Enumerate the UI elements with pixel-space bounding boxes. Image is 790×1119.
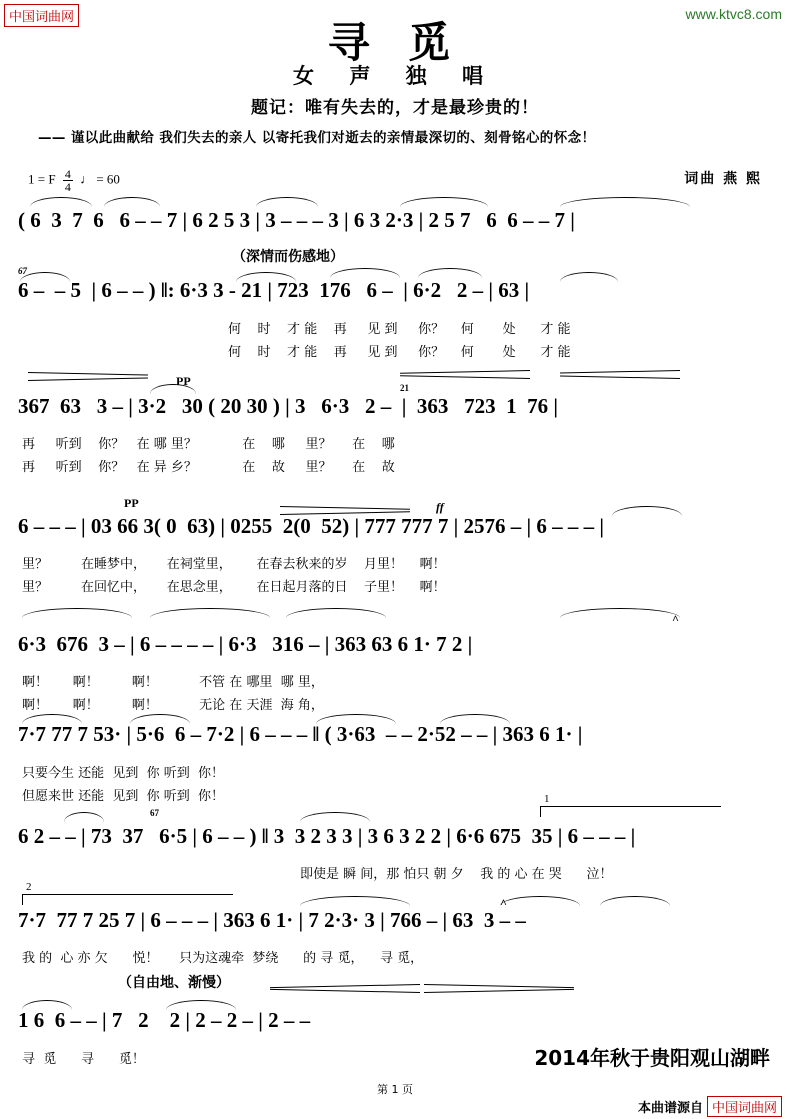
octave-marking-67: 67 <box>18 266 27 276</box>
system-9-notes: 1 6 6 – – | 7 2 2 | 2 – 2 – | 2 – – <box>18 1008 311 1032</box>
crescendo-hairpin <box>280 506 410 514</box>
dedication: —— 谨以此曲献给 我们失去的亲人 以寄托我们对逝去的亲情最深切的、刻骨铭心的怀念！ <box>38 130 596 146</box>
system-8-lyrics: 我 的 心 亦 欠 悦！ 只为这魂牵 梦绕 的 寻 觅， 寻 觅， <box>22 951 424 966</box>
slur <box>330 268 400 278</box>
dynamic-ff: ff <box>436 500 444 514</box>
slur <box>300 896 410 906</box>
slur <box>418 268 482 278</box>
system-1-notes: ( 6 3 7 6 6 – – 7 | 6 2 5 3 | 3 – – – 3 | 6 3 2·3 | 2 5 7 6 6 – – 7 | <box>18 208 575 232</box>
system-6-notes: 7·7 77 7 53· | 5·6 6 – 7·2 | 6 – – – ‖ ( 3·63 – – 2·52 – – | 363 6 1· | <box>18 722 583 746</box>
slur <box>300 812 370 822</box>
system-2-lyrics-verse2: 何 时 才 能 再 见 到 你？ 何 处 才 能 <box>228 345 571 360</box>
watermark-top-left: 中国词曲网 <box>4 4 79 27</box>
system-5-lyrics-verse2: 啊！ 啊！ 啊！ 无论 在 天涯 海 角， <box>22 698 324 713</box>
slur <box>400 197 488 207</box>
source-site-badge: 中国词曲网 <box>707 1096 782 1117</box>
system-5-lyrics-verse1: 啊！ 啊！ 啊！ 不管 在 哪里 哪 里， <box>22 675 324 690</box>
accent-mark: ^ <box>500 896 507 910</box>
source-label: 本曲谱源自 <box>637 1101 703 1116</box>
diminuendo-hairpin <box>400 370 530 378</box>
meter-denominator: 4 <box>64 180 71 194</box>
system-8-notes: 7·7 77 7 25 7 | 6 – – – | 363 6 1· | 7 2·3· 3 | 766 – | 63 3 – – <box>18 908 526 932</box>
first-ending-bracket <box>540 793 721 817</box>
epigraph: 题记：唯有失去的，才是最珍贵的！ <box>251 98 539 118</box>
slur <box>560 197 690 207</box>
system-7-lyrics: 即使是 瞬 间，那 怕只 朝 夕 我 的 心 在 哭 泣！ <box>300 867 613 882</box>
slur <box>600 896 670 906</box>
slur <box>560 608 680 618</box>
system-4-lyrics-verse1: 里？ 在睡梦中， 在祠堂里， 在春去秋来的岁 月里！ 啊！ <box>22 557 446 572</box>
system-2-notes: 6 – – 5 | 6 – – ) ‖: 6·3 3 - 21 | 723 176 6 – | 6·2 2 – | 63 | <box>18 278 530 302</box>
expression-free-slow: （自由地、渐慢） <box>118 975 230 991</box>
dynamic-pp-2: PP <box>124 496 139 510</box>
accent-mark: ^ <box>672 612 679 626</box>
key-label: 1 = F <box>28 171 56 187</box>
source-credit <box>638 1096 782 1117</box>
expression-intro-feel: （深情而伤感地） <box>232 249 344 265</box>
second-ending-bracket <box>22 881 233 905</box>
second-ending-number: 2 <box>26 881 32 893</box>
tempo-note-icon: ♩ <box>80 171 94 187</box>
slur <box>22 608 132 618</box>
system-3-lyrics-verse1: 再 听到 你？ 在 哪 里？ 在 哪 里？ 在 哪 <box>22 437 395 452</box>
slur <box>104 197 160 207</box>
author-credit: 词曲 燕 熙 <box>684 171 762 187</box>
slur <box>30 197 92 207</box>
octave-marking-67: 67 <box>150 808 159 818</box>
watermark-top-right: www.ktvc8.com <box>685 6 782 22</box>
slur <box>64 812 104 822</box>
diminuendo-hairpin <box>560 370 680 378</box>
subtitle: 女 声 独 唱 <box>293 64 497 88</box>
note-grouping-21: 21 <box>400 383 409 393</box>
slur <box>286 608 386 618</box>
key-tempo-line <box>28 168 120 193</box>
system-3-notes: 367 63 3 – | 3·2 30 ( 20 30 ) | 3 6·3 2 – | 363 723 1 76 | <box>18 394 558 418</box>
system-6-lyrics-verse1: 只要今生 还能 见到 你 听到 你！ <box>22 766 225 781</box>
meter-numerator: 4 <box>64 167 71 181</box>
system-7-notes: 6 2 – – | 73 37 6·5 | 6 – – ) ‖ 3 3 2 3 3 | 3 6 3 2 2 | 6·6 675 35 | 6 – – – | <box>18 824 636 848</box>
time-signature <box>63 168 73 193</box>
first-ending-number: 1 <box>544 793 550 805</box>
system-9-lyrics: 寻 觅 寻 觅！ <box>22 1052 145 1067</box>
system-3-lyrics-verse2: 再 听到 你？ 在 异 乡？ 在 故 里？ 在 故 <box>22 460 395 475</box>
page-title: 寻 觅 <box>327 18 463 67</box>
system-5-notes: 6·3 676 3 – | 6 – – – – | 6·3 316 – | 363 63 6 1· 7 2 | <box>18 632 473 656</box>
dynamic-pp-1: PP <box>176 374 191 388</box>
crescendo-hairpin <box>28 372 148 380</box>
diminuendo-hairpin <box>270 984 420 992</box>
page-number: 第 1 页 <box>377 1083 413 1096</box>
slur <box>256 197 318 207</box>
system-6-lyrics-verse2: 但愿来世 还能 见到 你 听到 你！ <box>22 789 225 804</box>
system-4-notes: 6 – – – | 03 66 3( 0 63) | 0255 2(0 52) | 777 777 7 | 2576 – | 6 – – – | <box>18 514 604 538</box>
slur <box>500 896 580 906</box>
system-4-lyrics-verse2: 里？ 在回忆中， 在思念里， 在日起月落的日 子里！ 啊！ <box>22 580 446 595</box>
slur <box>150 608 270 618</box>
tempo-value: = 60 <box>96 171 120 187</box>
crescendo-hairpin <box>424 984 574 992</box>
system-2-lyrics-verse1: 何 时 才 能 再 见 到 你？ 何 处 才 能 <box>228 322 571 337</box>
composition-note: 2014年秋于贵阳观山湖畔 <box>534 1046 770 1070</box>
